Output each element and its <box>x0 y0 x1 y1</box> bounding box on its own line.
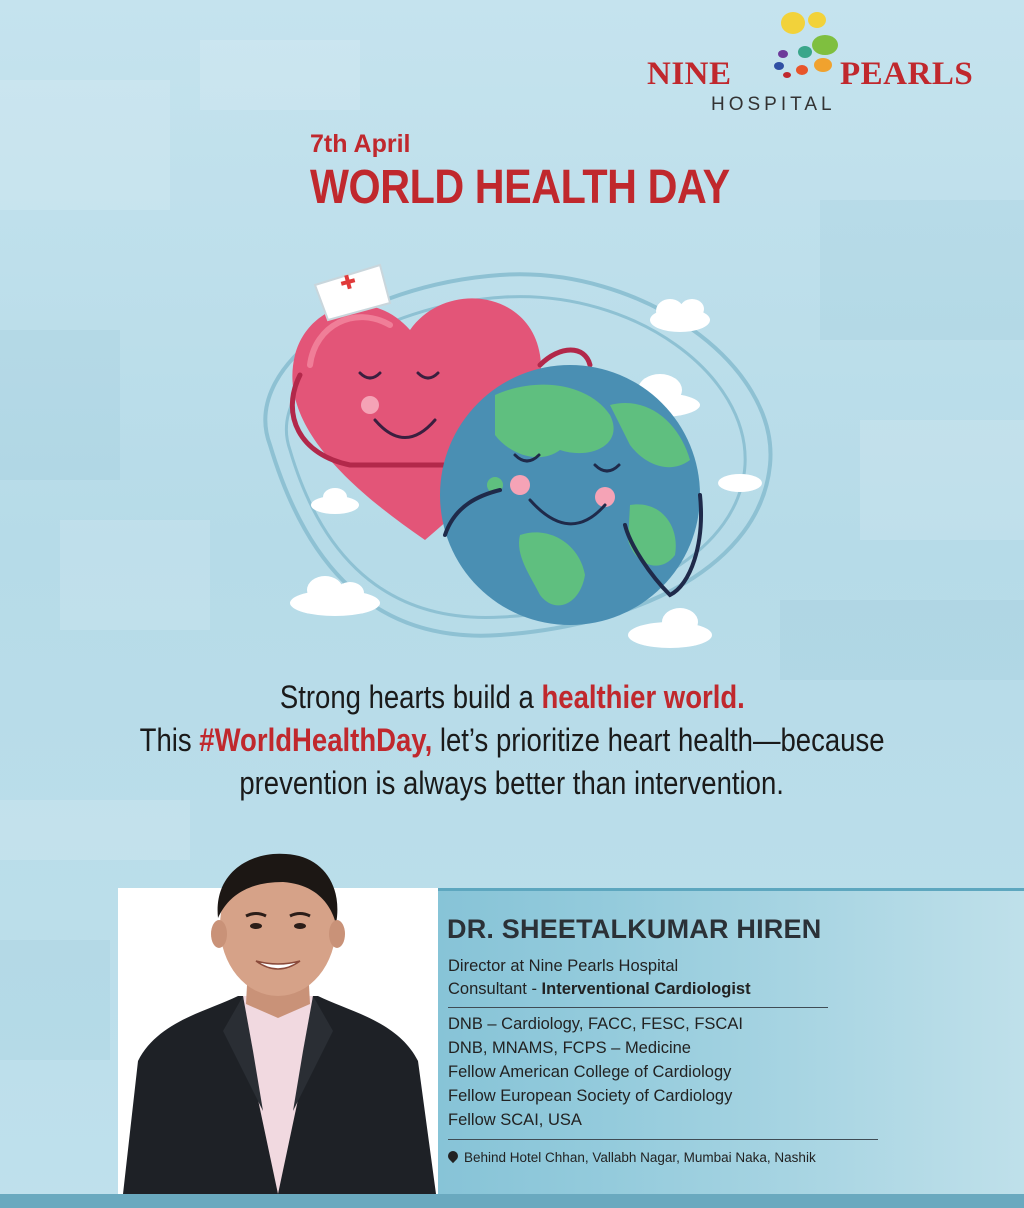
address <box>448 1150 816 1165</box>
credential-item: DNB – Cardiology, FACC, FESC, FSCAI <box>448 1015 743 1033</box>
divider <box>448 1007 828 1008</box>
bottom-bar <box>0 1194 1024 1208</box>
tagline-text: let’s prioritize heart health—because <box>432 722 885 758</box>
credential-item: Fellow American College of Cardiology <box>448 1063 732 1081</box>
hashtag: #WorldHealthDay, <box>199 722 433 758</box>
doctor-role: Director at Nine Pearls Hospital <box>448 957 679 975</box>
doctor-name: DR. SHEETALKUMAR HIREN <box>447 914 822 944</box>
bg-tile <box>0 330 120 480</box>
bg-tile <box>60 520 210 630</box>
doctor-consultant <box>448 980 751 999</box>
credential-item: Fellow European Society of Cardiology <box>448 1087 733 1105</box>
heart-hugging-globe-illustration <box>240 245 785 665</box>
bg-tile <box>0 80 170 210</box>
bg-tile <box>0 940 110 1060</box>
tagline-line-3 <box>0 762 1024 805</box>
credential-item: Fellow SCAI, USA <box>448 1111 582 1129</box>
hospital-logo <box>645 8 990 118</box>
bg-tile <box>780 600 1024 680</box>
logo-subtitle: HOSPITAL <box>711 94 836 115</box>
divider <box>448 1139 878 1140</box>
tagline-text: prevention is always better than intervention. <box>239 765 785 801</box>
bg-tile <box>860 420 1024 540</box>
consultant-label: Consultant - <box>448 980 542 998</box>
credential-item: DNB, MNAMS, FCPS – Medicine <box>448 1039 691 1057</box>
tagline-text: This <box>139 722 200 758</box>
tagline-line-1 <box>0 676 1024 719</box>
tagline-text: Strong hearts build a <box>279 679 542 715</box>
doctor-photo <box>118 846 438 1194</box>
address-text: Behind Hotel Chhan, Vallabh Nagar, Mumbai Naka, Nashik <box>464 1150 816 1165</box>
logo-word-pearls: PEARLS <box>840 56 974 92</box>
panel-divider <box>335 888 1024 891</box>
bg-tile <box>820 200 1024 340</box>
event-date: 7th April <box>310 130 411 158</box>
location-pin-icon <box>446 1149 460 1163</box>
page-title: WORLD HEALTH DAY <box>310 161 730 214</box>
logo-word-nine: NINE <box>647 56 732 92</box>
tagline-line-2 <box>0 719 1024 762</box>
bg-tile <box>200 40 360 110</box>
consultant-specialty: Interventional Cardiologist <box>541 980 751 998</box>
logo-dots-icon <box>745 8 845 88</box>
tagline-highlight: healthier world. <box>541 679 745 715</box>
